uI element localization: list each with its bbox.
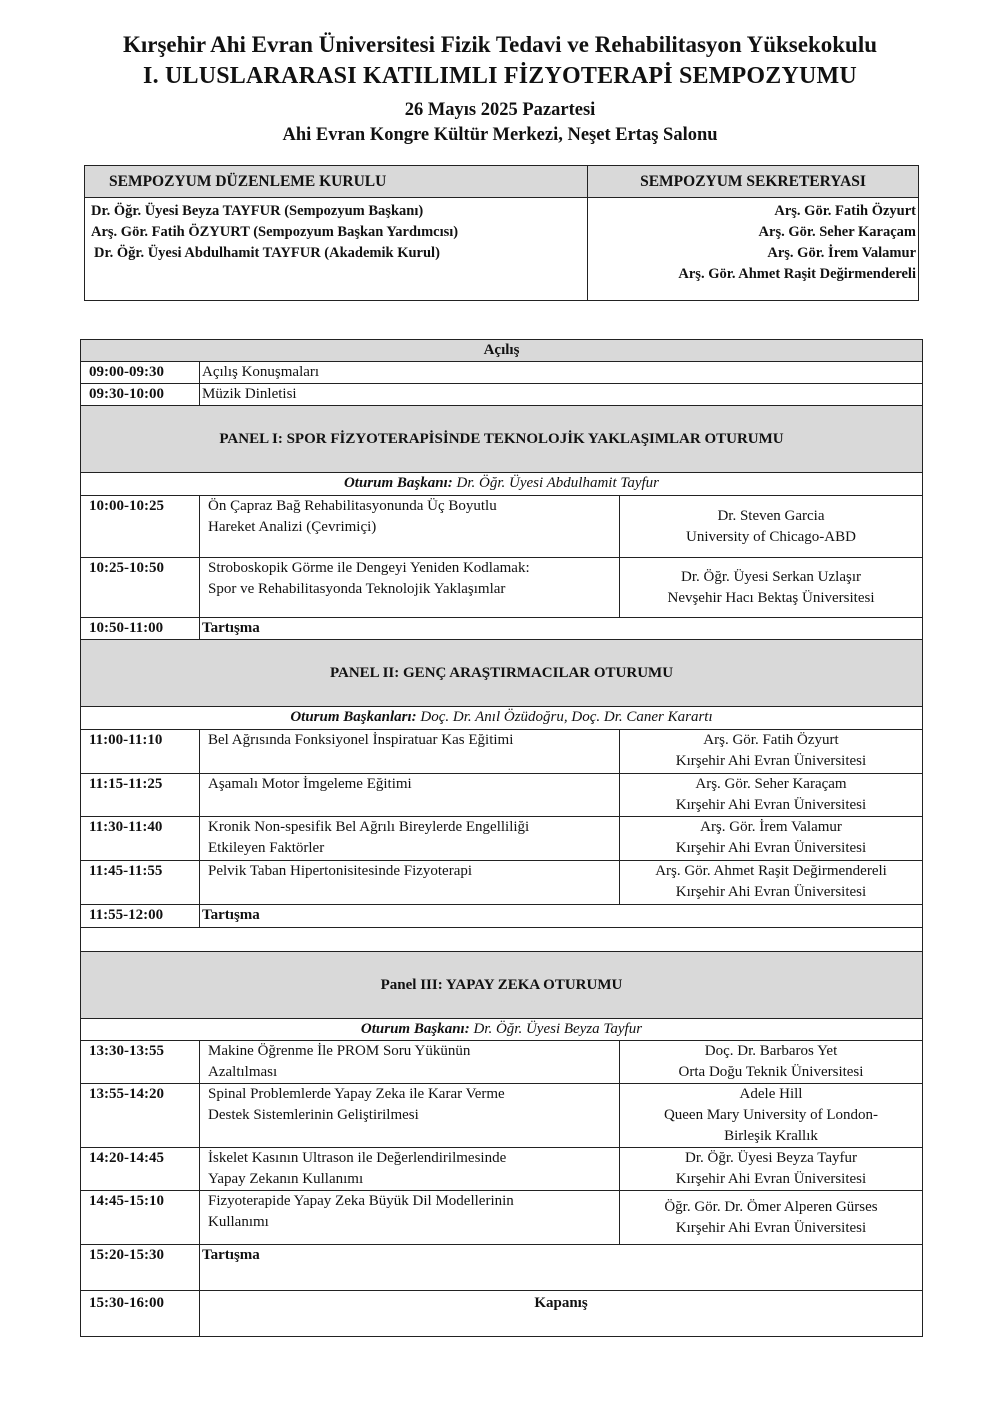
speaker-affiliation: Orta Doğu Teknik Üniversitesi (678, 1064, 864, 1080)
opening-heading: Açılış (81, 340, 923, 362)
topic-line: İskelet Kasının Ultrason ile Değerlendirilmesinde (208, 1150, 507, 1166)
speaker-name: Adele Hill (739, 1086, 803, 1102)
talk-speaker (620, 496, 923, 558)
speaker-name: Doç. Dr. Barbaros Yet (704, 1043, 838, 1059)
chair-name: Doç. Dr. Anıl Özüdoğru, Doç. Dr. Caner Karartı (420, 709, 713, 725)
talk-speaker (620, 774, 923, 817)
topic-line: Spinal Problemlerde Yapay Zeka ile Karar Verme (208, 1086, 505, 1102)
chair-name: Dr. Öğr. Üyesi Abdulhamit Tayfur (456, 475, 660, 491)
program-table (80, 339, 923, 1337)
panel-1-heading: PANEL I: SPOR FİZYOTERAPİSİNDE TEKNOLOJİK YAKLAŞIMLAR OTURUMU (81, 406, 923, 473)
institution-title: Kırşehir Ahi Evran Üniversitesi Fizik Tedavi ve Rehabilitasyon Yüksekokulu (122, 32, 877, 57)
speaker-name: Dr. Öğr. Üyesi Beyza Tayfur (685, 1150, 857, 1166)
secretariat-list (588, 198, 919, 301)
event-date: 26 Mayıs 2025 Pazartesi (404, 100, 596, 120)
topic-line: Makine Öğrenme İle PROM Soru Yükünün (208, 1043, 471, 1059)
discussion-label: Tartışma (200, 1245, 923, 1291)
panel-3-heading: Panel III: YAPAY ZEKA OTURUMU (81, 952, 923, 1019)
speaker-name: Arş. Gör. Seher Karaçam (695, 776, 847, 792)
session-time: 09:00-09:30 (81, 362, 200, 384)
talk-time: 11:45-11:55 (81, 861, 200, 905)
discussion-label: Tartışma (200, 618, 923, 640)
spacer-row (81, 928, 923, 952)
talk-topic (200, 817, 620, 861)
speaker-affiliation: Nevşehir Hacı Bektaş Üniversitesi (667, 589, 875, 606)
speaker-name: Dr. Öğr. Üyesi Serkan Uzlaşır (681, 568, 861, 585)
topic-line: Stroboskopik Görme ile Dengeyi Yeniden Kodlamak: (208, 560, 530, 576)
topic-line: Destek Sistemlerinin Geliştirilmesi (208, 1107, 419, 1123)
talk-topic (200, 1148, 620, 1191)
topic-line: Ön Çapraz Bağ Rehabilitasyonunda Üç Boyutlu (208, 498, 497, 514)
talk-speaker (620, 817, 923, 861)
topic-line: Spor ve Rehabilitasyonda Teknolojik Yaklaşımlar (208, 581, 506, 597)
discussion-label: Tartışma (200, 905, 923, 928)
committee-member: Dr. Öğr. Üyesi Beyza TAYFUR (Sempozyum Başkanı) (91, 203, 424, 219)
talk-time: 14:20-14:45 (81, 1148, 200, 1191)
talk-topic (200, 496, 620, 558)
closing-time: 15:30-16:00 (81, 1291, 200, 1337)
topic-line: Yapay Zekanın Kullanımı (208, 1171, 364, 1187)
topic-line: Hareket Analizi (Çevrimiçi) (208, 519, 377, 535)
topic-line: Kullanımı (208, 1214, 269, 1230)
committee-member: Arş. Gör. Fatih ÖZYURT (Sempozyum Başkan Yardımcısı) (91, 224, 459, 240)
secretariat-member: Arş. Gör. Ahmet Raşit Değirmendereli (678, 266, 916, 282)
chair-label: Oturum Başkanları: (290, 709, 417, 725)
talk-topic: Aşamalı Motor İmgeleme Eğitimi (200, 774, 620, 817)
talk-speaker (620, 1148, 923, 1191)
secretariat-member: Arş. Gör. İrem Valamur (767, 245, 916, 261)
committee-member: Dr. Öğr. Üyesi Abdulhamit TAYFUR (Akademik Kurul) (94, 245, 440, 261)
speaker-affiliation: Kırşehir Ahi Evran Üniversitesi (675, 1171, 867, 1187)
talk-topic (200, 1084, 620, 1148)
speaker-name: Arş. Gör. İrem Valamur (700, 819, 842, 835)
speaker-affiliation: Kırşehir Ahi Evran Üniversitesi (675, 753, 867, 769)
talk-speaker (620, 730, 923, 774)
secretariat-member: Arş. Gör. Seher Karaçam (758, 224, 916, 240)
discussion-time: 15:20-15:30 (81, 1245, 200, 1291)
talk-topic (200, 558, 620, 618)
talk-topic: Pelvik Taban Hipertonisitesinde Fizyoterapi (200, 861, 620, 905)
speaker-affiliation: Queen Mary University of London- (663, 1107, 879, 1123)
talk-speaker (620, 1084, 923, 1148)
talk-time: 11:30-11:40 (81, 817, 200, 861)
panel-1-chair (81, 473, 923, 496)
discussion-time: 11:55-12:00 (81, 905, 200, 928)
topic-line: Kronik Non-spesifik Bel Ağrılı Bireylerde Engelliliği (208, 819, 530, 835)
event-venue: Ahi Evran Kongre Kültür Merkezi, Neşet Ertaş Salonu (282, 125, 718, 145)
chair-label: Oturum Başkanı: (360, 1021, 470, 1037)
speaker-affiliation: Kırşehir Ahi Evran Üniversitesi (675, 797, 867, 813)
talk-time: 11:15-11:25 (81, 774, 200, 817)
event-title: I. ULUSLARARASI KATILIMLI FİZYOTERAPİ SEMPOZYUMU (143, 63, 857, 89)
topic-line: Azaltılması (208, 1064, 278, 1080)
session-time: 09:30-10:00 (81, 384, 200, 406)
speaker-affiliation: Kırşehir Ahi Evran Üniversitesi (675, 884, 867, 900)
speaker-name: Arş. Gör. Ahmet Raşit Değirmendereli (655, 863, 887, 879)
panel-3-chair (81, 1019, 923, 1041)
talk-time: 13:55-14:20 (81, 1084, 200, 1148)
chair-name: Dr. Öğr. Üyesi Beyza Tayfur (473, 1021, 643, 1037)
session-label: Müzik Dinletisi (200, 384, 923, 406)
talk-time: 10:25-10:50 (81, 558, 200, 618)
panel-2-heading: PANEL II: GENÇ ARAŞTIRMACILAR OTURUMU (81, 640, 923, 707)
organizing-committee-list (85, 198, 588, 301)
talk-topic: Bel Ağrısında Fonksiyonel İnspiratuar Kas Eğitimi (200, 730, 620, 774)
chair-label: Oturum Başkanı: (343, 475, 453, 491)
talk-time: 13:30-13:55 (81, 1041, 200, 1084)
secretariat-heading: SEMPOZYUM SEKRETERYASI (588, 166, 919, 198)
talk-speaker (620, 558, 923, 618)
speaker-name: Öğr. Gör. Dr. Ömer Alperen Gürses (664, 1198, 878, 1215)
talk-topic (200, 1191, 620, 1245)
session-label: Açılış Konuşmaları (200, 362, 923, 384)
topic-line: Etkileyen Faktörler (208, 840, 325, 856)
talk-topic (200, 1041, 620, 1084)
talk-speaker (620, 1191, 923, 1245)
panel-2-chair (81, 707, 923, 730)
speaker-affiliation: Kırşehir Ahi Evran Üniversitesi (675, 1219, 867, 1236)
secretariat-member: Arş. Gör. Fatih Özyurt (774, 203, 916, 219)
talk-speaker (620, 861, 923, 905)
speaker-affiliation: University of Chicago-ABD (686, 528, 856, 545)
discussion-time: 10:50-11:00 (81, 618, 200, 640)
committee-table (84, 165, 919, 301)
organizing-committee-heading: SEMPOZYUM DÜZENLEME KURULU (85, 166, 588, 198)
talk-speaker (620, 1041, 923, 1084)
talk-time: 10:00-10:25 (81, 496, 200, 558)
speaker-name: Arş. Gör. Fatih Özyurt (703, 732, 839, 748)
topic-line: Fizyoterapide Yapay Zeka Büyük Dil Modellerinin (208, 1193, 514, 1209)
speaker-affiliation: Kırşehir Ahi Evran Üniversitesi (675, 840, 867, 856)
talk-time: 11:00-11:10 (81, 730, 200, 774)
talk-time: 14:45-15:10 (81, 1191, 200, 1245)
speaker-affiliation: Birleşik Krallık (724, 1128, 818, 1144)
closing-label: Kapanış (200, 1291, 923, 1337)
speaker-name: Dr. Steven Garcia (717, 507, 825, 524)
